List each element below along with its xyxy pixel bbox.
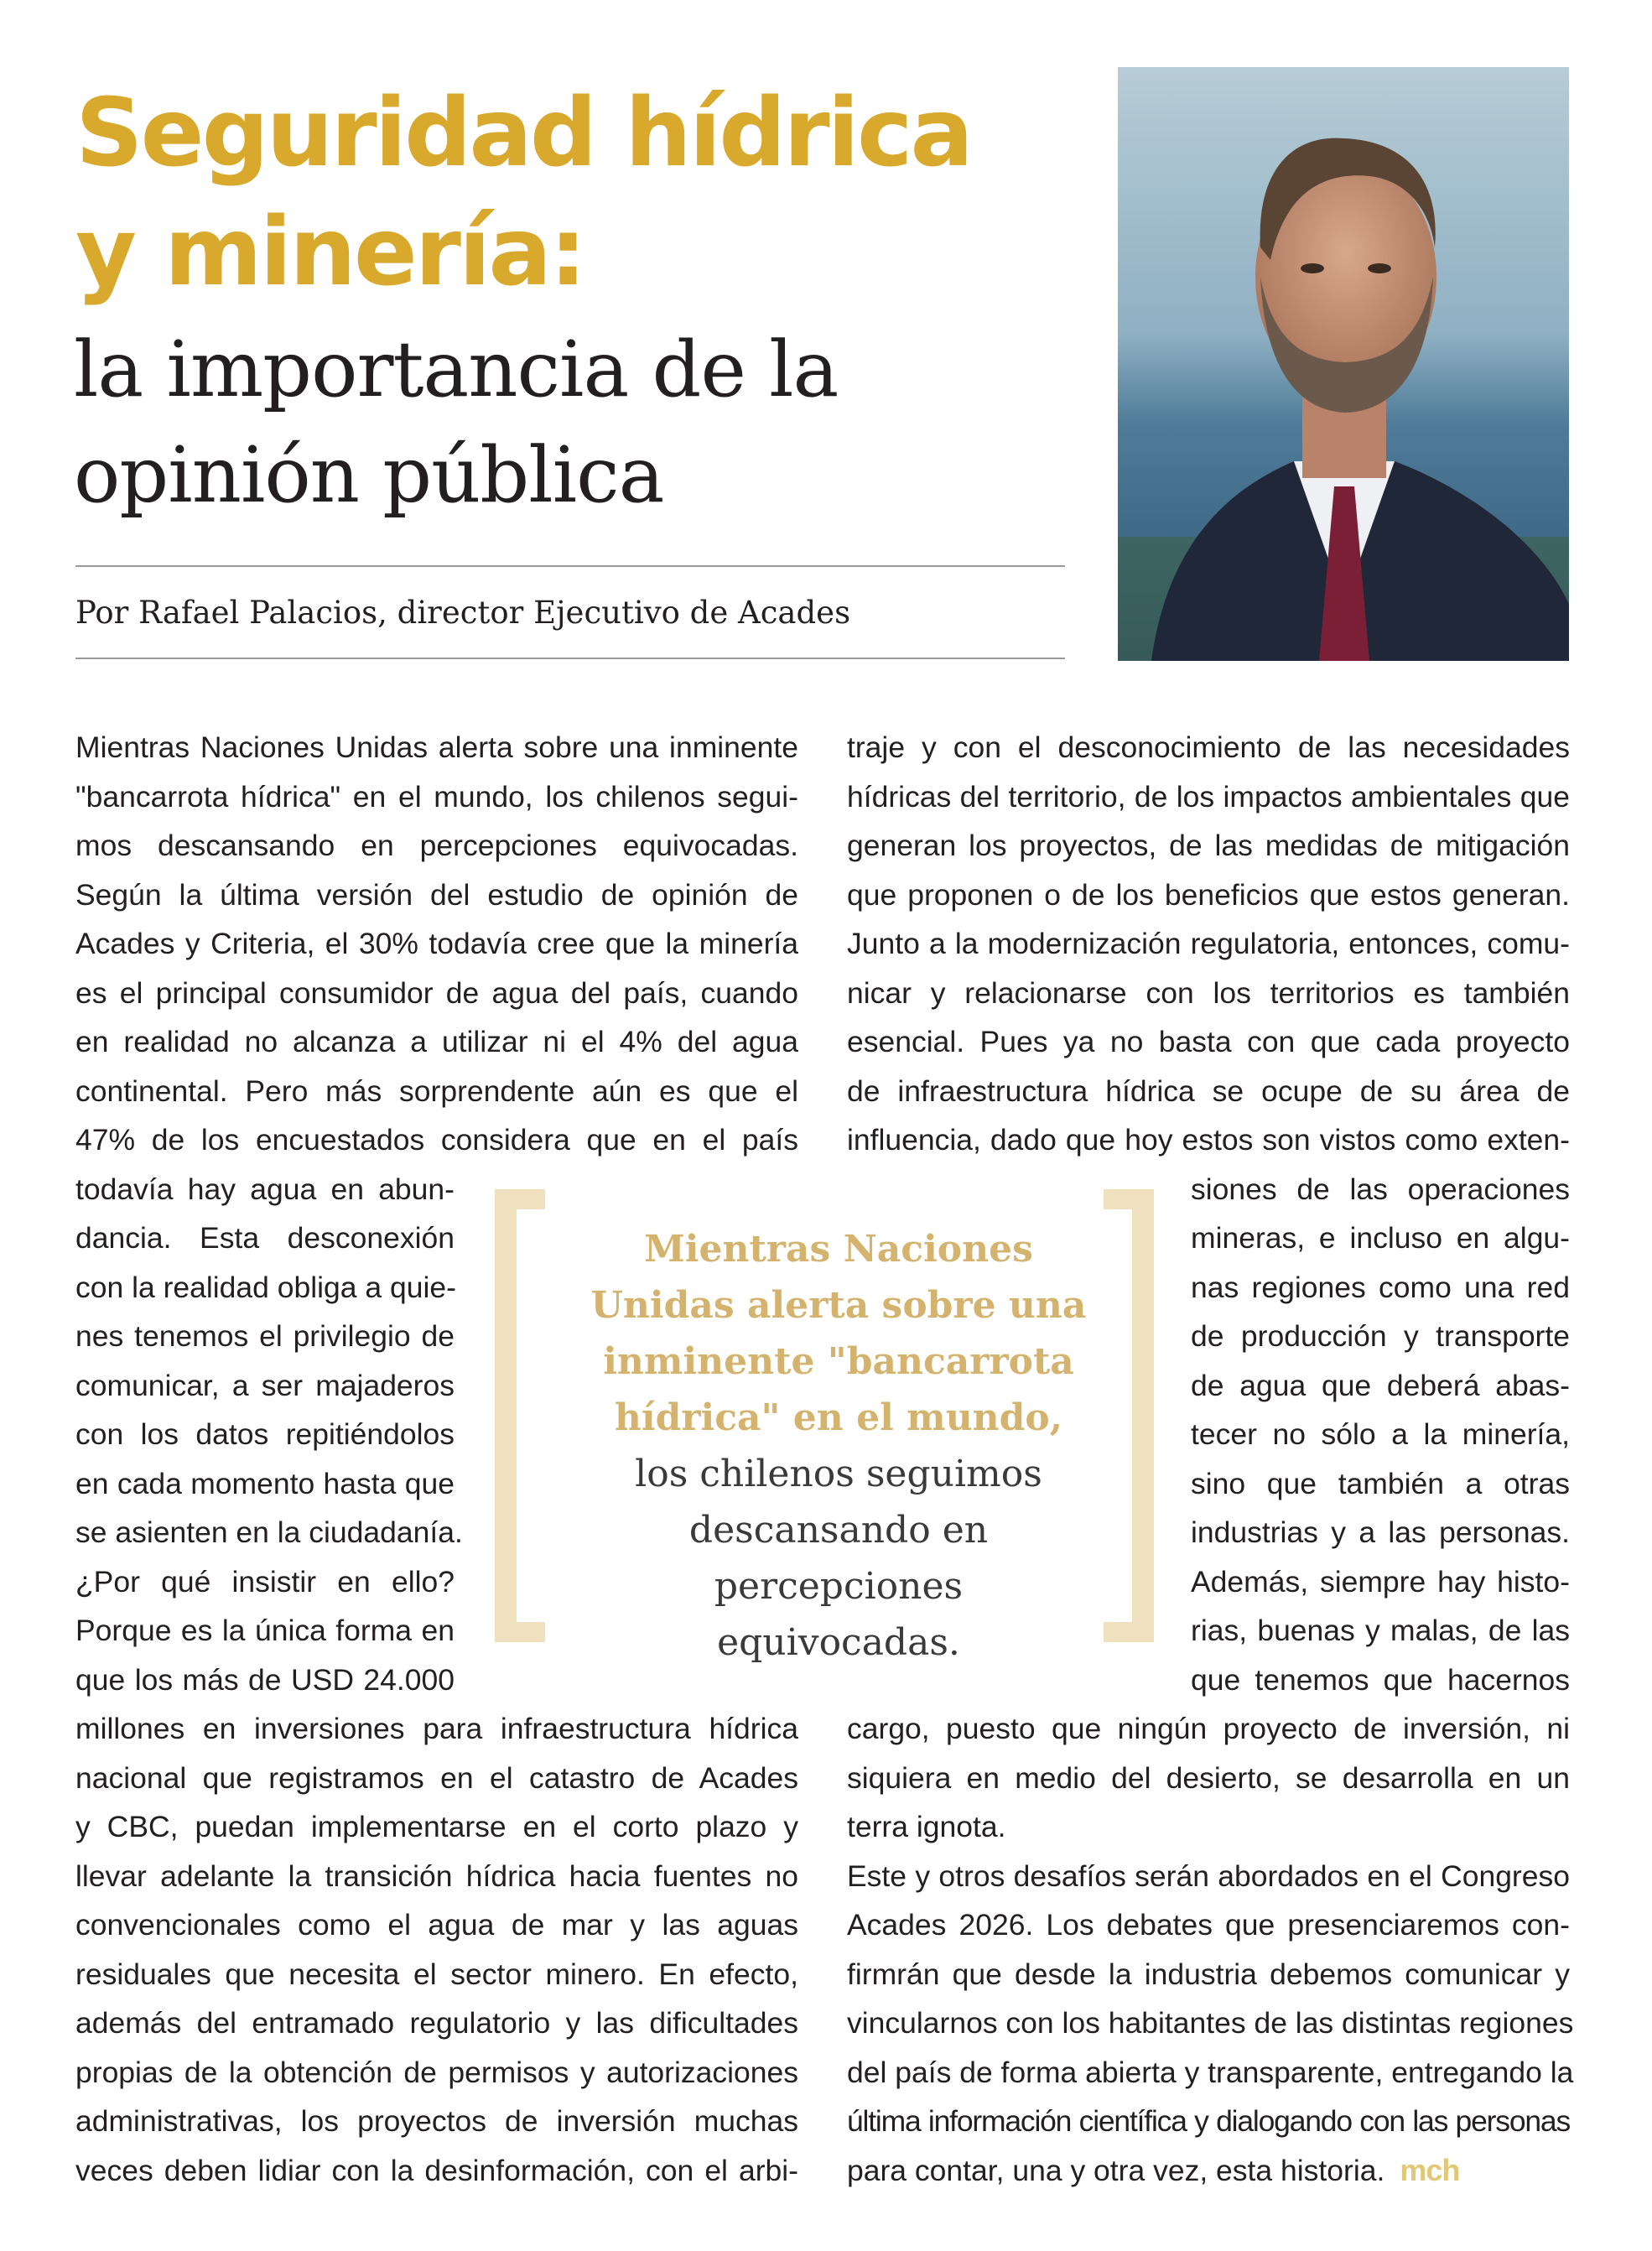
text-line-final [847,2146,1570,2196]
text-line: además del entramado regulatorio y las dificultades [75,2006,798,2040]
bottom-divider [75,658,1065,659]
subheadline-line: opinión pública [74,430,664,520]
text-line: siquiera en medio del desierto, se desarrolla en un [847,1760,1570,1795]
text-line: nas regiones como una red [1191,1270,1570,1304]
subheadline [74,317,838,528]
top-divider [75,565,1065,567]
text-line: traje y con el desconocimiento de las necesidades [847,730,1570,764]
text-line: Además, siempre hay histo- [1191,1564,1570,1599]
text-line: se asienten en la ciudadanía. [75,1515,463,1549]
text-line: propias de la obtención de permisos y autorizaciones [75,2055,798,2089]
pull-quote-line: Unidas alerta sobre una [590,1284,1087,1327]
text-line: Este y otros desafíos serán abordados en el Congreso [847,1859,1570,1893]
pull-quote-line: hídrica" en el mundo, [614,1396,1063,1439]
text-line: que los más de USD 24.000 [75,1662,455,1697]
text-line: de producción y transporte [1191,1319,1570,1353]
text-line: tecer no sólo a la minería, [1191,1417,1570,1451]
text-line: Según la última versión del estudio de opinión de [75,877,798,912]
text-line: que tenemos que hacernos [1191,1662,1570,1697]
text-line: vincularnos con los habitantes de las distintas regiones [847,2006,1574,2040]
text-line: nicar y relacionarse con los territorios es también [847,975,1570,1010]
byline: Por Rafael Palacios, director Ejecutivo de Acades [75,595,851,631]
text-line: 47% de los encuestados considera que en el país [75,1123,798,1157]
text-line: Junto a la modernización regulatoria, entonces, comu- [847,927,1570,960]
text-line: industrias y a las personas. [1191,1515,1570,1549]
text-line: de infraestructura hídrica se ocupe de su área de [847,1074,1570,1108]
pull-quote-line: descansando en [688,1509,989,1552]
text-line: con los datos repitiéndolos [75,1417,455,1451]
headline-line: Seguridad hídrica [75,79,971,188]
text-line: "bancarrota hídrica" en el mundo, los chilenos segui- [75,779,798,814]
closing-text: para contar, una y otra vez, esta historia. [847,2153,1385,2187]
subheadline-line: la importancia de la [74,325,839,414]
pull-quote-line: percepciones equivocadas. [714,1565,964,1664]
text-line: terra ignota. [847,1810,1006,1843]
text-line: de agua que deberá abas- [1191,1368,1570,1402]
pull-quote-line: los chilenos seguimos [635,1453,1042,1495]
text-line: es el principal consumidor de agua del país, cuando [75,975,798,1010]
text-line: en cada momento hasta que [75,1466,455,1500]
text-line: administrativas, los proyectos de inversión muchas [75,2104,798,2138]
text-line: residuales que necesita el sector minero. En efecto, [75,1957,798,1991]
pull-quote-line: Mientras Naciones [644,1228,1033,1271]
text-line: convencionales como el agua de mar y las aguas [75,1908,798,1942]
text-line: sino que también a otras [1191,1466,1570,1500]
text-line: ¿Por qué insistir en ello? [75,1564,455,1599]
end-mark: mch [1400,2152,1460,2187]
text-line: todavía hay agua en abun- [75,1172,455,1206]
text-line: siones de las operaciones [1191,1172,1570,1206]
text-line: en realidad no alcanza a utilizar ni el 4% del agua [75,1025,798,1058]
text-line: generan los proyectos, de las medidas de mitigación [847,829,1570,862]
text-line: veces deben lidiar con la desinformación, con el arbi- [75,2153,798,2187]
pull-quote-line: inminente "bancarrota [603,1340,1074,1383]
right-bracket-icon [1102,1189,1154,1642]
text-line: mos descansando en percepciones equivocadas. [75,829,798,862]
text-line: continental. Pero más sorprendente aún es que el [75,1074,798,1108]
text-line: llevar adelante la transición hídrica hacia fuentes no [75,1859,798,1893]
text-line: Porque es la única forma en [75,1614,455,1647]
pull-quote [587,1221,1090,1671]
text-line: nes tenemos el privilegio de [75,1319,455,1353]
text-line: cargo, puesto que ningún proyecto de inversión, ni [847,1712,1570,1745]
text-line: Mientras Naciones Unidas alerta sobre una inminente [75,730,798,764]
text-line: que proponen o de los beneficios que estos generan. [847,877,1570,912]
text-line: dancia. Esta desconexión [75,1221,455,1255]
text-line: millones en inversiones para infraestructura hídrica [75,1712,798,1745]
text-line: rias, buenas y malas, de las [1191,1614,1570,1647]
text-line: del país de forma abierta y transparente, entregando la [847,2055,1574,2089]
text-line: última información científica y dialogando con las personas [847,2104,1570,2138]
text-line: mineras, e incluso en algu- [1191,1221,1570,1255]
headline [75,74,971,312]
text-line: Acades 2026. Los debates que presenciaremos con- [847,1908,1570,1942]
text-line: y CBC, puedan implementarse en el corto plazo y [75,1810,798,1843]
author-photo [1118,67,1569,661]
text-line: esencial. Pues ya no basta con que cada proyecto [847,1025,1570,1058]
left-bracket-icon [495,1189,547,1642]
text-line: hídricas del territorio, de los impactos ambientales que [847,779,1570,814]
text-line: firmrán que desde la industria debemos comunicar y [847,1957,1570,1991]
headline-line: y minería: [75,198,584,307]
text-line: Acades y Criteria, el 30% todavía cree que la minería [75,927,798,960]
text-line: comunicar, a ser majaderos [75,1368,455,1402]
text-line: nacional que registramos en el catastro de Acades [75,1760,798,1795]
text-line: influencia, dado que hoy estos son vistos como exten- [847,1123,1570,1157]
text-line: con la realidad obliga a quie- [75,1270,456,1304]
